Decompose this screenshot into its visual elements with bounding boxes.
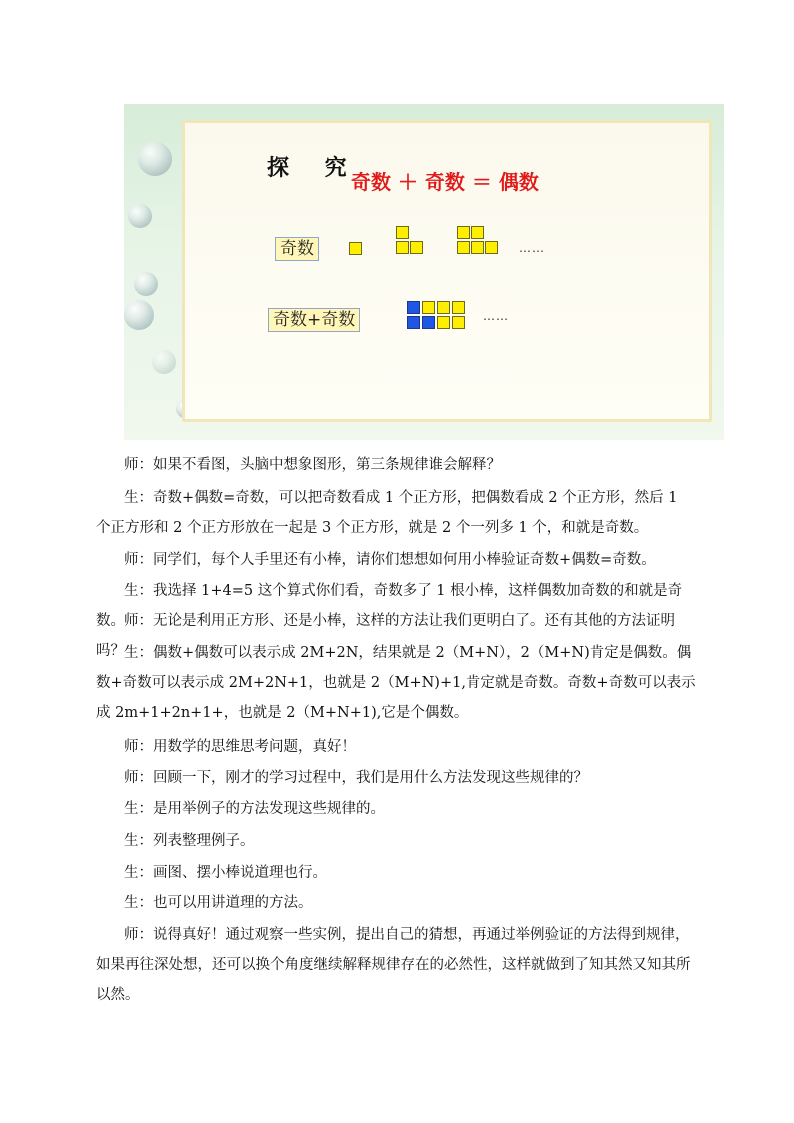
dialogue-line: 师：如果不看图，头脑中想象图形，第三条规律谁会解释？ <box>124 457 501 473</box>
slide-image <box>124 104 724 440</box>
bubble-decoration <box>134 272 158 296</box>
blue-square <box>422 316 435 329</box>
bubble-decoration <box>124 300 154 330</box>
dialogue-line: 师：用数学的思维思考问题，真好！ <box>124 739 356 755</box>
odd-square <box>410 241 423 254</box>
odd-square <box>457 226 470 239</box>
bubble-decoration <box>138 142 172 176</box>
blue-square <box>407 316 420 329</box>
bubble-decoration <box>152 350 176 374</box>
dialogue-line: 师：同学们，每个人手里还有小棒，请你们想想如何用小棒验证奇数+偶数=奇数。 <box>124 552 656 568</box>
yellow-square <box>452 301 465 314</box>
slide-heading: 探 究 <box>267 156 361 181</box>
dialogue-line: 生：偶数+偶数可以表示成 2M+2N，结果就是 2（M+N），2（M+N)肯定是偶数。偶数+奇数可以表示成 2M+2N+1，也就是 2（M+N)+1,肯定就是奇数。奇数+奇数可以表示成 2m+1+2n+1+，也就是 2（M+N+1),它是个偶数。 <box>96 645 696 721</box>
odd-square <box>485 241 498 254</box>
dialogue-line: 生：我选择 1+4=5 这个算式你们看，奇数多了 1 根小棒，这样偶数加奇数的和就是奇数。 <box>96 583 683 629</box>
odd-square <box>396 241 409 254</box>
dialogue-line: 生：奇数+偶数=奇数，可以把奇数看成 1 个正方形，把偶数看成 2 个正方形，然后 1 个正方形和 2 个正方形放在一起是 3 个正方形，就是 2 个一列多 1 个，和就是奇数。 <box>96 490 678 536</box>
slide-panel <box>182 120 712 422</box>
dialogue-line: 师：无论是利用正方形、还是小棒，这样的方法让我们更明白了。还有其他的方法证明吗？ <box>96 613 675 659</box>
dialogue-line: 生：列表整理例子。 <box>124 833 255 849</box>
ellipsis: …… <box>519 241 545 255</box>
dialogue-line: 生：是用举例子的方法发现这些规律的。 <box>124 801 385 817</box>
dialogue-line: 生：也可以用讲道理的方法。 <box>124 895 313 911</box>
ellipsis: …… <box>483 309 509 323</box>
dialogue-line: 师：回顾一下，刚才的学习过程中，我们是用什么方法发现这些规律的？ <box>124 770 588 786</box>
odd-label: 奇数 <box>275 237 319 261</box>
yellow-square <box>422 301 435 314</box>
dialogue-line: 生：画图、摆小棒说道理也行。 <box>124 865 327 881</box>
yellow-square <box>452 316 465 329</box>
slide-equation: 奇数 ＋ 奇数 ＝ 偶数 <box>351 170 539 194</box>
odd-square <box>396 226 409 239</box>
odd-square <box>471 226 484 239</box>
odd-square <box>457 241 470 254</box>
bubble-decoration <box>128 204 152 228</box>
yellow-square <box>437 316 450 329</box>
odd-square <box>471 241 484 254</box>
odd-plus-odd-label: 奇数+奇数 <box>268 308 360 332</box>
blue-square <box>407 301 420 314</box>
dialogue-line: 师：说得真好！通过观察一些实例，提出自己的猜想，再通过举例验证的方法得到规律，如果再往深处想，还可以换个角度继续解释规律存在的必然性，这样就做到了知其然又知其所以然。 <box>96 927 691 1003</box>
odd-square <box>349 242 362 255</box>
yellow-square <box>437 301 450 314</box>
